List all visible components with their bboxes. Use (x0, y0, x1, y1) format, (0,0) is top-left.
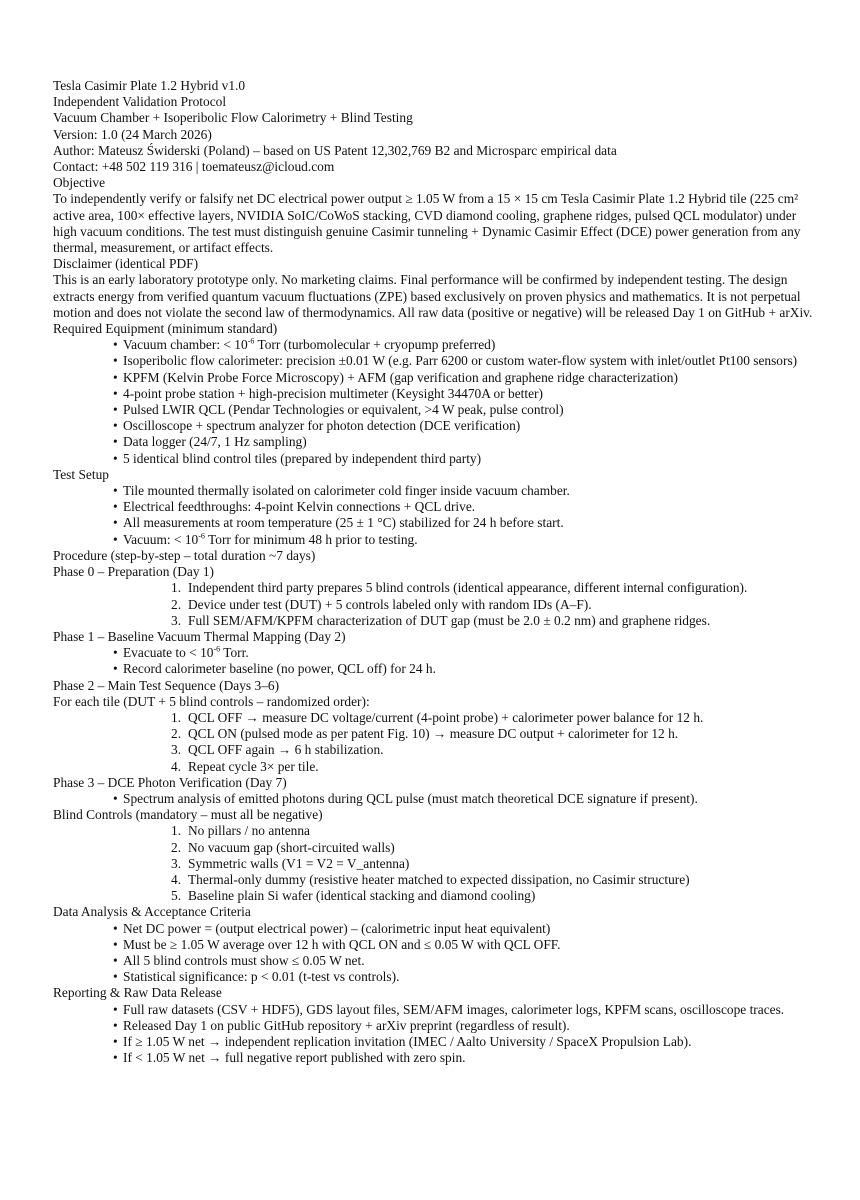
reporting-item: • Full raw datasets (CSV + HDF5), GDS layout files, SEM/AFM images, calorimeter logs, KPFM scans, oscilloscope traces. (113, 1002, 823, 1018)
document-contact: Contact: +48 502 119 316 | toemateusz@icloud.com (53, 159, 335, 175)
procedure-heading: Procedure (step-by-step – total duration ~7 days) (53, 547, 316, 563)
equipment-item-vacuum-chamber: • Vacuum chamber: < $10^{-6}$ Torr (turbomolecular + cryopump preferred) (113, 337, 823, 353)
setup-item: • Electrical feedthroughs: 4-point Kelvin connections + QCL drive. (113, 499, 823, 515)
analysis-item: • All 5 blind controls must show ≤ 0.05 W net. (113, 953, 823, 969)
phase1-heading: Phase 1 – Baseline Vacuum Thermal Mapping (Day 2) (53, 628, 346, 644)
blind-controls-list (53, 823, 823, 904)
blind-controls-heading: Blind Controls (mandatory – must all be negative) (53, 807, 323, 823)
reporting-item: • If ≥ 1.05 W net → independent replication invitation (IMEC / Aalto University / SpaceX Propulsion Lab). (113, 1034, 823, 1050)
phase2-list (53, 710, 823, 775)
equipment-item: • 5 identical blind control tiles (prepared by independent third party) (113, 451, 823, 467)
phase2-step: 1. QCL OFF → measure DC voltage/current (4-point probe) + calorimeter power balance for 12 h. (171, 709, 704, 725)
setup-list (53, 483, 823, 548)
reporting-item: • If < 1.05 W net → full negative report published with zero spin. (113, 1050, 823, 1066)
phase0-heading: Phase 0 – Preparation (Day 1) (53, 564, 215, 580)
reporting-item: • Released Day 1 on public GitHub repository + arXiv preprint (regardless of result). (113, 1018, 823, 1034)
disclaimer-text: This is an early laboratory prototype only. No marketing claims. Final performance will be confirmed by independent testing. The design extracts energy from verified quantum vacuum fluctuations (ZPE) based exclusively on proven physics and mathematics. It is not perpetual motion and does not violate the second law of thermodynamics. All raw data (positive or negative) will be released Day 1 on GitHub + arXiv. (53, 272, 813, 320)
setup-item: • All measurements at room temperature (25 ± 1 °C) stabilized for 24 h before start. (113, 515, 823, 531)
analysis-list (53, 921, 823, 986)
phase2-heading: Phase 2 – Main Test Sequence (Days 3–6) (53, 677, 280, 693)
phase2-step: 2. QCL ON (pulsed mode as per patent Fig. 10) → measure DC output + calorimeter for 12 h. (171, 726, 679, 742)
document-author: Author: Mateusz Świderski (Poland) – based on US Patent 12,302,769 B2 and Microsparc empirical data (53, 142, 617, 158)
equipment-heading: Required Equipment (minimum standard) (53, 321, 278, 337)
equipment-item: • Oscilloscope + spectrum analyzer for photon detection (DCE verification) (113, 418, 823, 434)
blind-control-item: 3. Symmetric walls (V1 = V2 = V_antenna) (171, 855, 410, 871)
phase3-list (53, 791, 823, 807)
document-version: Version: 1.0 (24 March 2026) (53, 126, 212, 142)
blind-control-item: 4. Thermal-only dummy (resistive heater matched to expected dissipation, no Casimir structure) (171, 871, 690, 887)
setup-heading: Test Setup (53, 466, 109, 482)
equipment-item: • Pulsed LWIR QCL (Pendar Technologies or equivalent, >4 W peak, pulse control) (113, 402, 823, 418)
reporting-heading: Reporting & Raw Data Release (53, 985, 222, 1001)
blind-control-item: 2. No vacuum gap (short-circuited walls) (171, 839, 395, 855)
phase0-step: 3. Full SEM/AFM/KPFM characterization of DUT gap (must be 2.0 ± 0.2 nm) and graphene ridges. (171, 612, 711, 628)
phase1-list (53, 645, 823, 677)
phase2-intro: For each tile (DUT + 5 blind controls – randomized order): (53, 693, 370, 709)
phase0-list (53, 580, 823, 629)
blind-control-item: 5. Baseline plain Si wafer (identical stacking and diamond cooling) (171, 888, 536, 904)
phase1-item-evacuate: • Evacuate to < $10^{-6}$ Torr. (113, 645, 823, 661)
phase3-item: • Spectrum analysis of emitted photons during QCL pulse (must match theoretical DCE signature if present). (113, 791, 823, 807)
analysis-item: • Must be ≥ 1.05 W average over 12 h with QCL ON and ≤ 0.05 W with QCL OFF. (113, 937, 823, 953)
phase1-item: • Record calorimeter baseline (no power, QCL off) for 24 h. (113, 661, 823, 677)
document-scope: Vacuum Chamber + Isoperibolic Flow Calorimetry + Blind Testing (53, 110, 413, 126)
phase0-step: 2. Device under test (DUT) + 5 controls labeled only with random IDs (A–F). (171, 596, 592, 612)
phase3-heading: Phase 3 – DCE Photon Verification (Day 7) (53, 774, 287, 790)
objective-heading: Objective (53, 175, 106, 191)
equipment-item: • KPFM (Kelvin Probe Force Microscopy) + AFM (gap verification and graphene ridge characterization) (113, 370, 823, 386)
analysis-heading: Data Analysis & Acceptance Criteria (53, 904, 251, 920)
setup-item: • Tile mounted thermally isolated on calorimeter cold finger inside vacuum chamber. (113, 483, 823, 499)
analysis-item: • Statistical significance: p < 0.01 (t-test vs controls). (113, 969, 823, 985)
phase2-step: 3. QCL OFF again → 6 h stabilization. (171, 742, 384, 758)
equipment-item: • Isoperibolic flow calorimeter: precision ±0.01 W (e.g. Parr 6200 or custom water-flow system with inlet/outlet Pt100 sensors) (113, 353, 823, 369)
document-title: Tesla Casimir Plate 1.2 Hybrid v1.0 (53, 78, 246, 93)
protocol-document (53, 78, 823, 1066)
equipment-item: • 4-point probe station + high-precision multimeter (Keysight 34470A or better) (113, 386, 823, 402)
equipment-list (53, 337, 823, 467)
objective-text: To independently verify or falsify net DC electrical power output ≥ 1.05 W from a 15 × 15 cm Tesla Casimir Plate 1.2 Hybrid tile (225 cm² active area, 100× effective layers, NVIDIA SoIC/CoWoS stacking, CVD diamond cooling, graphene ridges, pulsed QCL modulator) under high vacuum conditions. The test must distinguish genuine Casimir tunneling + Dynamic Casimir Effect (DCE) power generation from any thermal, measurement, or artifact effects. (53, 191, 801, 256)
document-subtitle: Independent Validation Protocol (53, 94, 227, 110)
setup-item-vacuum: • Vacuum: < $10^{-6}$ Torr for minimum 48 h prior to testing. (113, 532, 823, 548)
phase2-step: 4. Repeat cycle 3× per tile. (171, 758, 319, 774)
blind-control-item: 1. No pillars / no antenna (171, 823, 310, 839)
equipment-item: • Data logger (24/7, 1 Hz sampling) (113, 434, 823, 450)
phase0-step: 1. Independent third party prepares 5 blind controls (identical appearance, different internal configuration). (171, 580, 748, 596)
disclaimer-heading: Disclaimer (identical PDF) (53, 256, 199, 272)
analysis-item: • Net DC power = (output electrical power) – (calorimetric input heat equivalent) (113, 921, 823, 937)
reporting-list (53, 1002, 823, 1067)
